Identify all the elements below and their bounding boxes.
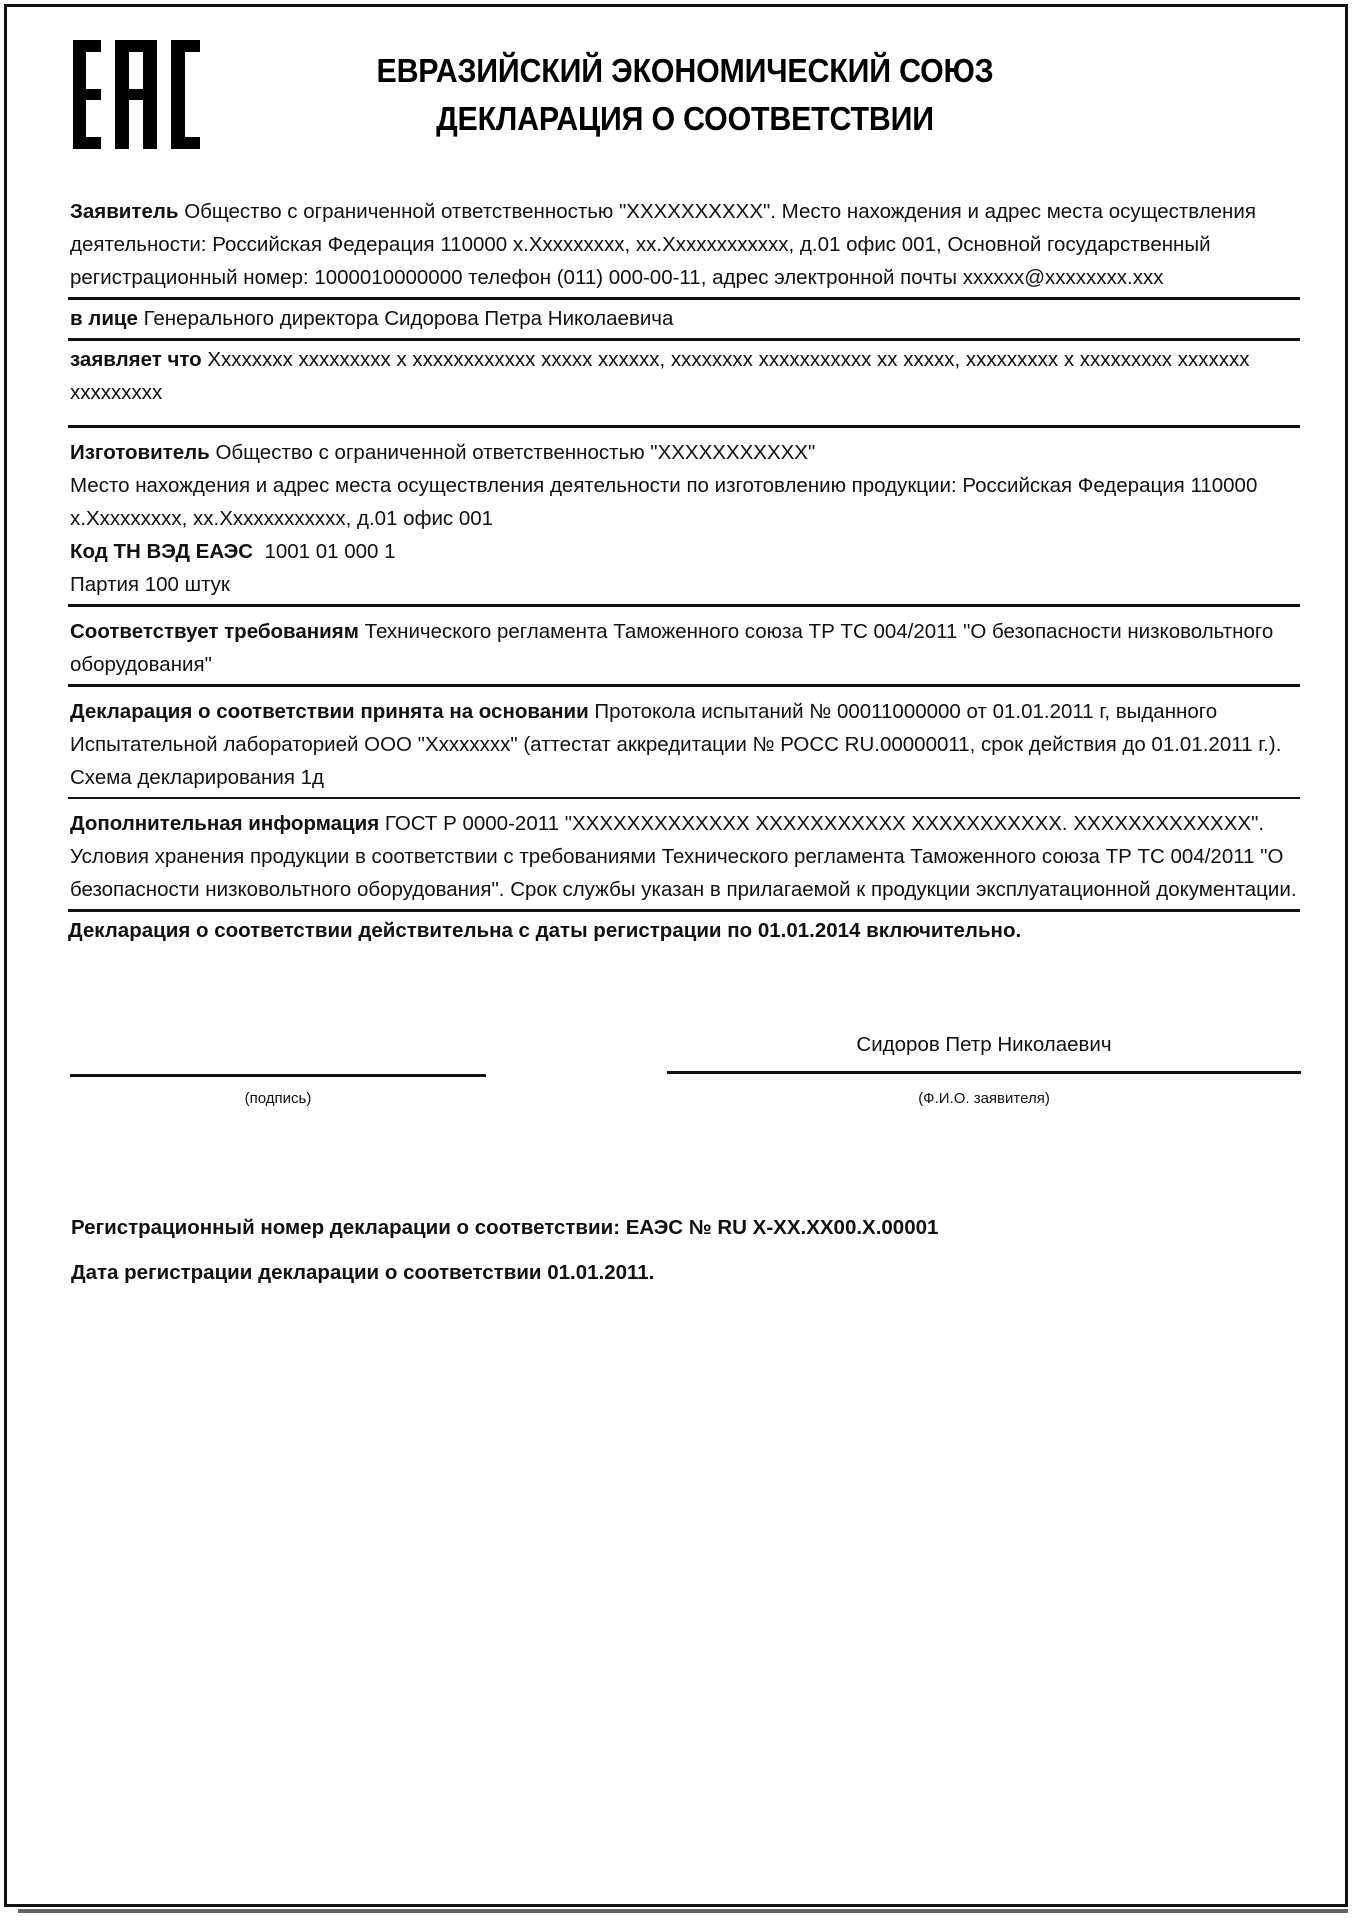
signer-name: Сидоров Петр Николаевич xyxy=(856,1033,1112,1056)
manufacturer-section xyxy=(68,428,1300,607)
name-line xyxy=(667,1071,1301,1074)
signature-line xyxy=(70,1074,486,1077)
conforms-text: Технического регламента Таможенного союза ТР ТС 004/2011 "О безопасности низковольтного оборудования" xyxy=(70,620,1274,676)
union-title: ЕВРАЗИЙСКИЙ ЭКОНОМИЧЕСКИЙ СОЮЗ xyxy=(376,52,994,89)
conforms-label: Соответствует требованиям xyxy=(70,620,359,643)
validity-statement: Декларация о соответствии действительна с даты регистрации по 01.01.2014 включительно. xyxy=(68,919,1022,942)
hs-code-value: 1001 01 000 1 xyxy=(264,540,396,563)
declares-label: заявляет что xyxy=(70,348,202,371)
represented-by-text: Генерального директора Сидорова Петра Николаевича xyxy=(143,307,674,330)
applicant-label: Заявитель xyxy=(70,200,179,223)
represented-by-section xyxy=(68,300,1300,341)
conforms-section xyxy=(68,607,1300,687)
manufacturer-text: Общество с ограниченной ответственностью "XXXXXXXXXXX" xyxy=(215,441,816,464)
document-title: ДЕКЛАРАЦИЯ О СООТВЕТСТВИИ xyxy=(436,100,934,137)
declares-text: Хххххххх ххххххххх х хххххххххххх ххххх хххххх, хххххххх ххххххххххх хх ххххх, ххххххххх х ххххххххх ххххххх ххххххххх xyxy=(70,348,1250,404)
page-border-shadow xyxy=(18,1909,1348,1913)
declares-section xyxy=(68,341,1300,428)
eac-logo-icon xyxy=(73,40,201,149)
additional-info-section xyxy=(68,799,1300,912)
manufacturer-label: Изготовитель xyxy=(70,441,210,464)
basis-text: Протокола испытаний № 00011000000 от 01.01.2011 г, выданного Испытательной лабораторией ООО "Хххххххх" (аттестат аккредитации № РОСС RU.00000011, срок действия до 01.01.2011 г.). Схема декларирования 1д xyxy=(70,700,1282,789)
applicant-text: Общество с ограниченной ответственностью "XXXXXXXXXX". Место нахождения и адрес места осуществления деятельности: Российская Федерация 110000 х.Ххххххххх, хх.Хххххххххххх, д.01 офис 001, Основной государственный регистрационный номер: 1000010000000 телефон (011) 000-00-11, адрес электронной почты хххххх@хххххххх.ххх xyxy=(70,200,1256,289)
basis-section xyxy=(68,687,1300,799)
hs-code-label: Код ТН ВЭД ЕАЭС xyxy=(70,540,254,563)
declaration-body xyxy=(68,195,1300,947)
batch-info: Партия 100 штук xyxy=(70,573,230,596)
registration-number: Регистрационный номер декларации о соответствии: ЕАЭС № RU X-XX.XX00.X.00001 xyxy=(71,1216,939,1239)
additional-info-text: ГОСТ Р 0000-2011 "XXXXXXXXXXXXX XXXXXXXXXXX XXXXXXXXXXX. XXXXXXXXXXXXX". Условия хранения продукции в соответствии с требованиями Технического регламента Таможенного союза ТР ТС 004/2011 "О безопасности низковольтного оборудования". Срок службы указан в прилагаемой к продукции эксплуатационной документации. xyxy=(70,812,1297,901)
represented-by-label: в лице xyxy=(70,307,138,330)
registration-date: Дата регистрации декларации о соответствии 01.01.2011. xyxy=(71,1261,655,1284)
basis-label: Декларация о соответствии принята на основании xyxy=(70,700,589,723)
signature-caption: (подпись) xyxy=(244,1090,312,1107)
manufacturer-address: Место нахождения и адрес места осуществления деятельности по изготовлению продукции: Российская Федерация 110000 х.Ххххххххх, хх.Хххххххххххх, д.01 офис 001 xyxy=(70,474,1258,530)
applicant-section xyxy=(68,195,1300,300)
name-caption: (Ф.И.О. заявителя) xyxy=(918,1090,1050,1107)
additional-info-label: Дополнительная информация xyxy=(70,812,380,835)
